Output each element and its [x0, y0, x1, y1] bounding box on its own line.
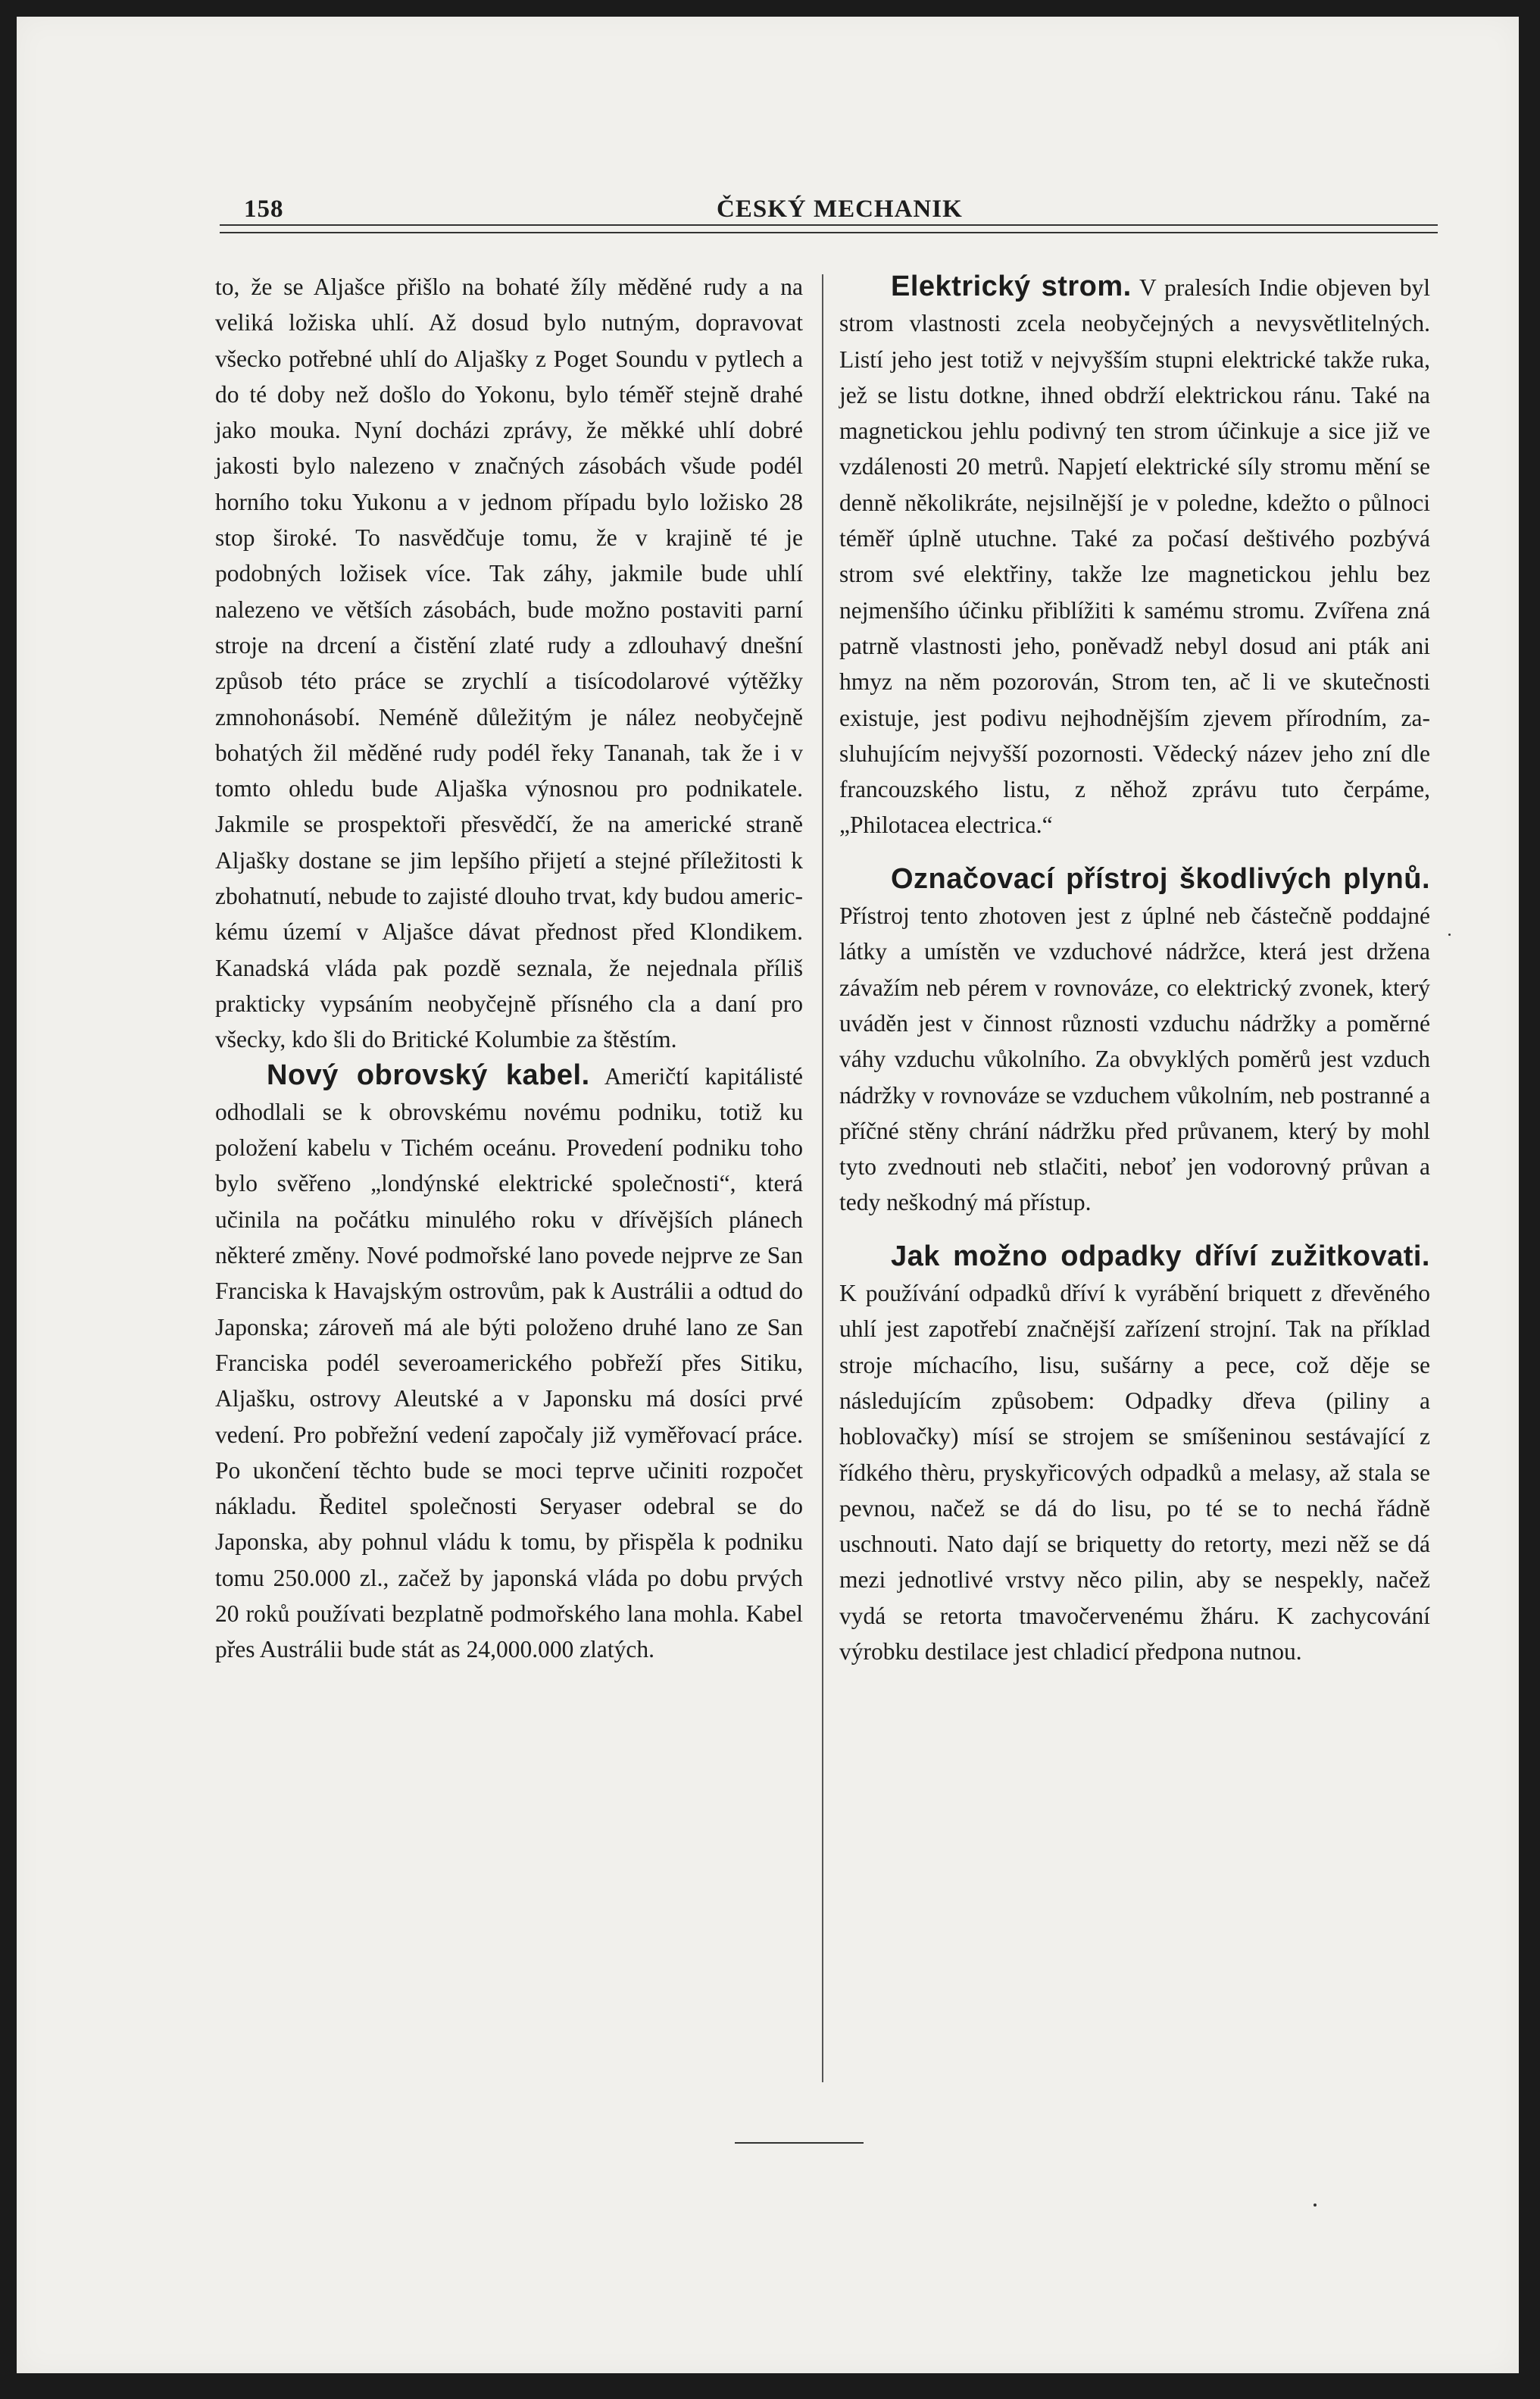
page-number: 158	[244, 195, 284, 223]
print-speck	[1448, 934, 1451, 936]
article-odpadky-text: K používání odpadků dříví k vyrábění briquett z dřevěného uhlí jest zapotřebí značnější zařízení strojní. Tak na příklad stroje míchacího, lisu, sušárny a pece, což děje se následujícím způsobem: Odpadky dřeva (piliny a hoblovačky) mísí se strojem se smíšeninou sestávající z řídkého thèru, pryskyřicových odpadků a melasy, až stala se pevnou, načež se dá do lisu, po té se to nechá řádně uschnouti. Nato dají se briquetty do retorty, mezi něž se dá mezi jednotlivé vrstvy něco pilin, aby se nespekly, načež vydá se retorta tmavočervenému žháru. K zachycování výrobku destilace jest chladicí předpona nutnou.	[839, 1280, 1430, 1665]
article-pristroj	[839, 862, 1430, 1221]
running-title: ČESKÝ MECHANIK	[717, 195, 963, 223]
article-strom	[839, 269, 1430, 843]
header-rule	[220, 224, 1438, 233]
print-speck	[1314, 2204, 1317, 2207]
article-pristroj-heading: Označovací přístroj škodlivých plynů.	[891, 862, 1430, 895]
article-odpadky	[839, 1239, 1430, 1670]
left-column	[215, 269, 803, 1668]
article-strom-heading: Elektrický strom.	[891, 271, 1132, 302]
article-kabel	[215, 1058, 803, 1668]
article-pristroj-text: Přístroj tento zhotoven jest z úplné neb částečně poddajné látky a umístěn ve vzduchové nádržce, která jest držena závažím neb pérem v rovnováze, co elektrický zvonek, který uváděn jest v činnost různosti vzduchu nádržky a poměrné váhy vzduchu vůkolního. Za obvyklých poměrů jest vzduch nádržky v rovnováze se vzduchem vůkolním, neb postranné a příčné stěny chrání nádržku před průvanem, který by mohl tyto zvednouti neb stlačiti, neboť jen vodorovný průvan a tedy neškodný má přístup.	[839, 902, 1430, 1216]
column-divider	[822, 274, 823, 2082]
article-kabel-heading: Nový obrovský kabel.	[267, 1059, 590, 1091]
end-rule	[735, 2142, 864, 2144]
article-kabel-text: Američtí kapitálisté odhodlali se k obrovskému novému podniku, totiž ku položení kabelu v Tichém oceánu. Provedení podniku toho bylo svěřeno „londýnské elektrické společnosti“, která učinila na počátku minulého roku v dřívějších plánech některé změny. Nové podmořské lano povede nejprve ze San Franciska k Havajským ostrovům, pak k Austrálii a odtud do Japonska; zároveň má ale býti položeno druhé lano ze San Franciska podél severoamerického pobřeží přes Sitiku, Aljašku, ostrovy Aleutské a v Japonsku má dosíci prvé vedení. Pro pobřežní vedení započaly již vyměřovací práce. Po ukončení těchto bude se moci teprve učiniti rozpočet nákladu. Ředitel společnosti Seryaser odebral se do Japonska, aby pohnul vládu k tomu, by přispěla k podniku tomu 250.000 zl., začež by japonská vláda po dobu prvých 20 roků používati bezplatně podmořského lana mohla. Kabel přes Austrálii bude stát as 24,000.000 zlatých.	[215, 1062, 803, 1663]
article-odpadky-heading: Jak možno odpadky dříví zužitkovati.	[891, 1240, 1430, 1272]
right-column	[839, 269, 1430, 1687]
article-aljaska-text: to, že se Aljašce přišlo na bohaté žíly měděné rudy a na veliká ložiska uhlí. Až dosud bylo nutným, dopravovat všecko potřebné uhlí do Aljašky z Poget Soundu v pytlech a do té doby než došlo do Yokonu, bylo téměř stejně drahé jako mouka. Nyní docházi zprávy, že měkké uhlí dobré jakosti bylo nalezeno v značných zásobách všude podél horního toku Yukonu a v jednom případu bylo ložisko 28 stop široké. To nasvědčuje tomu, že v krajině té je podobných ložisek více. Tak záhy, jakmile bude uhlí nalezeno ve větších zásobách, bude možno postaviti parní stroje na drcení a čistění zlaté rudy a zdlouhavý dnešní způsob této práce se zrychlí a tisícodolarové výtěžky zmnohonásobí. Neméně důležitým je nález neobyčejně bohatých žil měděné rudy podél řeky Tananah, tak že i v tomto ohledu bude Aljaška výnosnou pro podnikatele. Jakmile se prospektoři přesvědčí, že na americké straně Aljašky dostane se jim lepšího přijetí a stejné příležitosti k zbohatnutí, nebude to zajisté dlouho trvat, kdy budou americkému území v Aljašce dávat přednost před Klondikem. Kanadská vláda pak pozdě seznala, že nejednala příliš prakticky vypsáním neobyčejně přísného cla a daní pro všecky, kdo šli do Britické Kolumbie za štěstím.	[215, 274, 803, 1053]
article-strom-text: V pralesích Indie objeven byl strom vlastnosti zcela neobyčejných a nevysvětlitelných. Listí jeho jest totiž v nejvyšším stupni elektrické takže ruka, jež se listu dotkne, ihned obdrží elektrickou ránu. Také na magnetickou jehlu podivný ten strom účinkuje a sice již ve vzdálenosti 20 metrů. Napjetí elektrické síly stromu mění se denně několikráte, nejsilnější je v poledne, kdežto o půlnoci téměř úplně utuchne. Také za počasí deštivého pozbývá strom své elektřiny, takže lze magnetickou jehlu bez nejmenšího účinku přiblížiti k samému stromu. Zvířena zná patrně vlastnosti jeho, poněvadž nebyl dosud ani pták ani hmyz na něm pozorován, Strom ten, ač li ve skutečnosti existuje, jest podivu nejhodnějším zjevem přírodním, zasluhujícím nejvyšší pozornosti. Vědecký název jeho zní dle francouzského listu, z něhož zprávu tuto čerpáme, „Philotacea electrica.“	[839, 274, 1430, 839]
